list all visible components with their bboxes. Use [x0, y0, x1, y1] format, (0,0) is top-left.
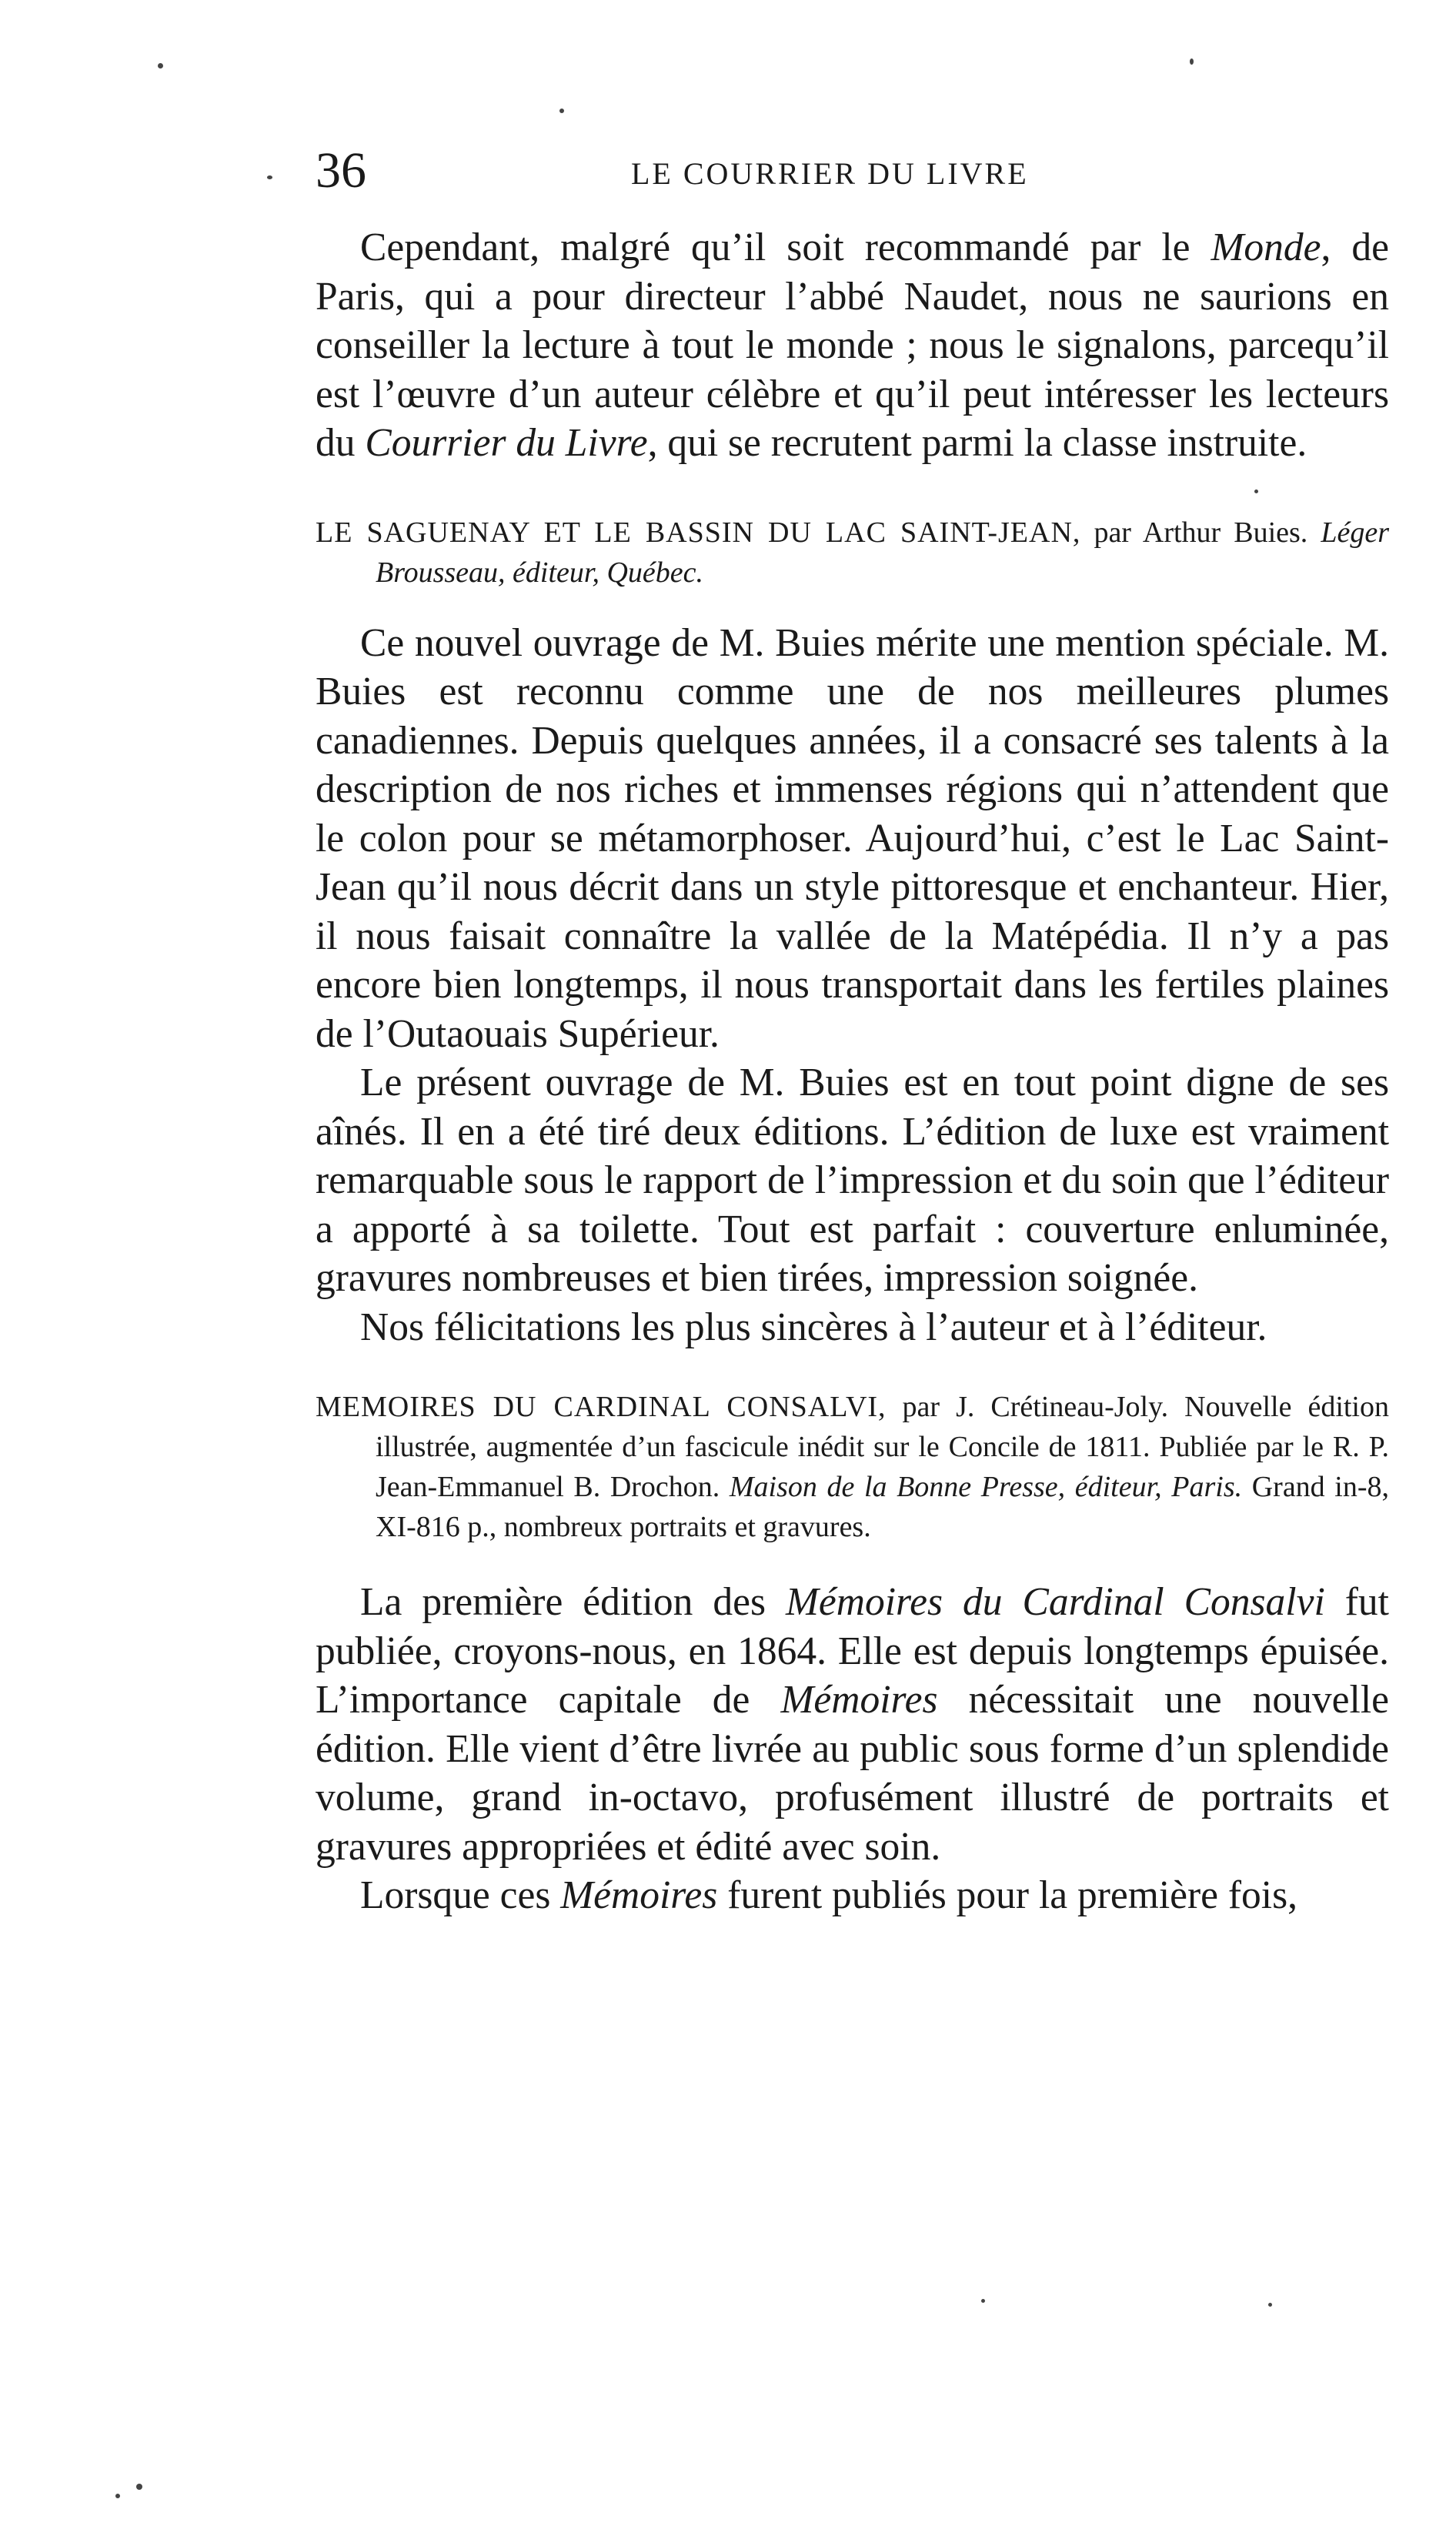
- text-column: [316, 223, 1389, 1920]
- entry-title: LE SAGUENAY ET LE BASSIN DU LAC SAINT-JEAN,: [316, 516, 1081, 549]
- italic-title: Mémoires: [780, 1678, 938, 1722]
- review-paragraph: Ce nouvel ouvrage de M. Buies mérite une mention spéciale. M. Buies est reconnu comme une de nos meilleures plumes canadiennes. Depuis quelques années, il a consacré ses talents à la description de nos riches et immenses régions qui n’attendent que le colon pour se métamorphoser. Aujourd’hui, c’est le Lac Saint-Jean qu’il nous décrit dans un style pittoresque et enchanteur. Hier, il nous faisait connaître la vallée de la Matépédia. Il n’y a pas encore bien longtemps, il nous transportait dans les fertiles plaines de l’Outaouais Supérieur.: [316, 620, 1389, 1056]
- text-run: Cependant, malgré qu’il soit recommandé par le: [360, 226, 1211, 269]
- scan-speck: [1190, 58, 1194, 65]
- text-run: , de Paris, qui a pour directeur l’abbé Naudet, nous ne saurions en conseiller la lecture à tout le monde ; nous le signalons, parcequ’il est l’œuvre d’un auteur célèbre et qu’il peut intéresser les lecteurs du: [316, 226, 1390, 465]
- page-header: [316, 140, 1385, 202]
- scan-speck: [115, 2494, 120, 2498]
- review-paragraph: Le présent ouvrage de M. Buies est en tout point digne de ses aînés. Il en a été tiré deux éditions. L’édition de luxe est vraiment remarquable sous le rapport de l’impression et du soin que l’éditeur a apporté à sa toilette. Tout est parfait : couverture enluminée, gravures nombreuses et bien tirées, impression soignée.: [316, 1061, 1389, 1300]
- bibliographic-entry-saguenay: [316, 513, 1389, 593]
- entry-imprint: Maison de la Bonne Presse, éditeur, Paris.: [729, 1471, 1243, 1503]
- intro-paragraph: [316, 223, 1389, 468]
- scan-speck: [559, 109, 564, 113]
- running-title: LE COURRIER DU LIVRE: [631, 156, 1029, 191]
- scan-speck: [158, 63, 163, 68]
- review-paragraph: [316, 1871, 1389, 1920]
- italic-title: Mémoires du Cardinal Consalvi: [786, 1580, 1325, 1624]
- italic-title: Courrier du Livre: [365, 421, 648, 465]
- text-run: La première édition des: [360, 1580, 786, 1624]
- entry-title: MEMOIRES DU CARDINAL CONSALVI,: [316, 1391, 887, 1423]
- scan-speck: [267, 175, 272, 179]
- text-run: nécessitait une nouvelle édition. Elle vient d’être livrée au public sous forme d’un splendide volume, grand in-octavo, profusément illustré de portraits et gravures appropriées et édité avec soin.: [316, 1678, 1389, 1869]
- text-run: furent publiés pour la première fois,: [717, 1873, 1297, 1917]
- bibliographic-entry-consalvi: [316, 1387, 1389, 1547]
- review-paragraph: [316, 1578, 1389, 1871]
- page-number: 36: [316, 142, 366, 199]
- scan-speck: [981, 2299, 985, 2303]
- text-run: Lorsque ces: [360, 1873, 561, 1917]
- scan-speck: [136, 2484, 142, 2490]
- entry-author: par Arthur Buies.: [1080, 516, 1321, 549]
- text-run: fut publiée, croyons-nous, en 1864. Elle est depuis longtemps épuisée. L’importance capitale de: [316, 1580, 1389, 1722]
- scan-speck: [1268, 2303, 1272, 2307]
- italic-title: Monde: [1211, 226, 1321, 269]
- entry-author: par J. Crétineau-Joly. Nouvelle édition illustrée, augmentée d’un fascicule inédit sur le Concile de 1811. Publiée par le R. P. Jean-Emmanuel B. Drochon.: [376, 1391, 1389, 1503]
- italic-title: Mémoires: [560, 1873, 718, 1917]
- scan-speck: [1254, 489, 1258, 493]
- entry-extent: Grand in-8, XI-816 p., nombreux portraits et gravures.: [376, 1471, 1389, 1543]
- text-run: , qui se recrutent parmi la classe instruite.: [647, 421, 1307, 465]
- entry-imprint: Léger Brousseau, éditeur, Québec.: [376, 516, 1389, 589]
- review-paragraph: Nos félicitations les plus sincères à l’auteur et à l’éditeur.: [360, 1305, 1267, 1349]
